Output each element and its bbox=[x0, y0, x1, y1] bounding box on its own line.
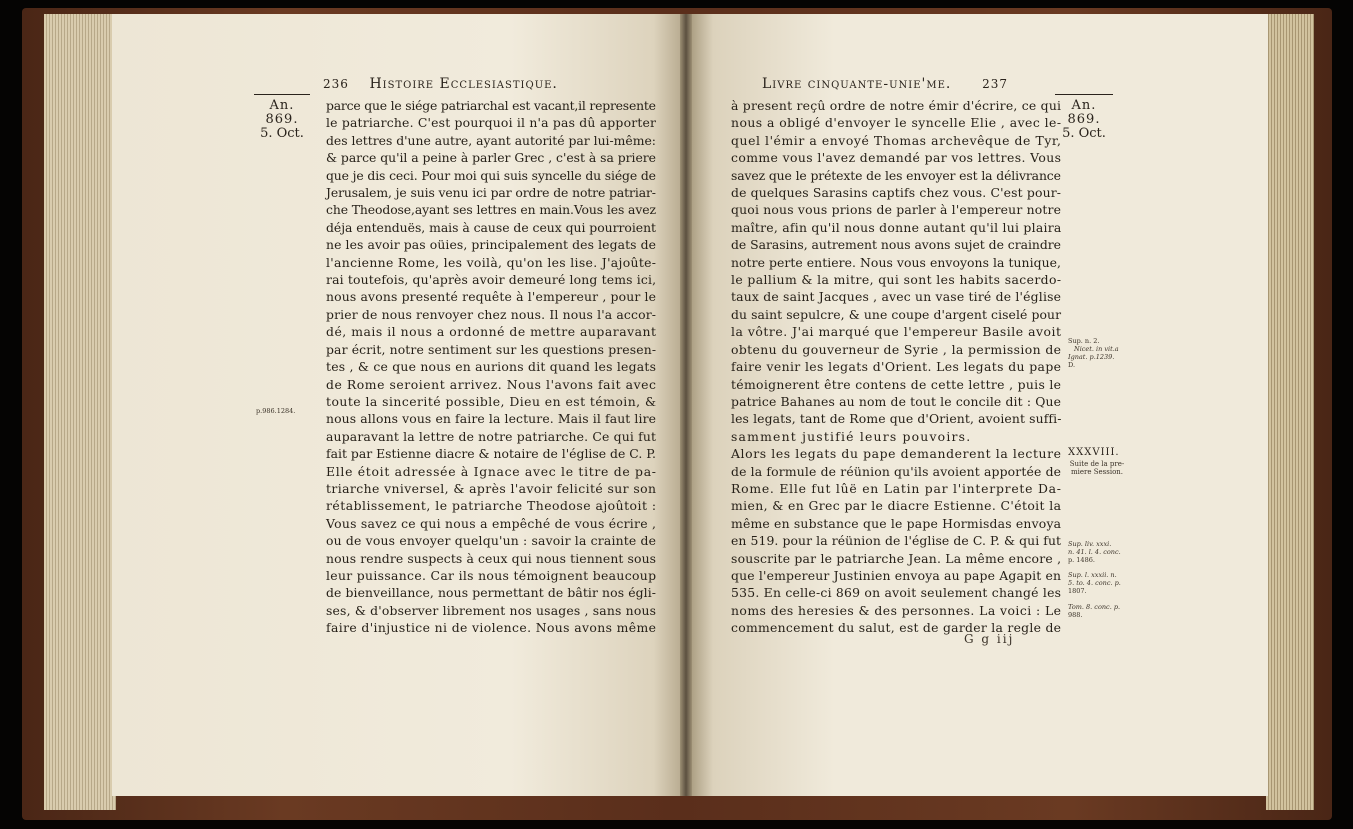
margin-note: 988. bbox=[1068, 611, 1083, 619]
left-running-head bbox=[323, 76, 558, 92]
text-line: patrice Bahanes au nom de tout le concile dit : Que bbox=[731, 393, 1062, 409]
text-line: de quelques Sarasins captifs chez vous. C'est pour- bbox=[731, 185, 1062, 201]
margin-year: An. 869. bbox=[265, 98, 299, 127]
text-line: de Sarasins, autrement nous avons sujet de craindre bbox=[731, 237, 1061, 253]
text-line: prier de nous renvoyer chez nous. Il nous l'a accor- bbox=[326, 306, 657, 322]
text-line: à present reçû ordre de notre émir d'écrire, ce qui bbox=[731, 98, 1062, 113]
text-line: faire venir les legats d'Orient. Les legats du pape bbox=[731, 359, 1062, 375]
right-margin-date-box bbox=[1055, 94, 1113, 141]
margin-note: Sup. n. 2. bbox=[1068, 337, 1100, 345]
margin-date: 5. Oct. bbox=[260, 126, 304, 141]
margin-note: n. 41. l. 4. conc. bbox=[1068, 548, 1121, 556]
margin-rule bbox=[1055, 94, 1113, 95]
margin-year: An. 869. bbox=[1067, 98, 1101, 127]
text-line: comme vous l'avez demandé par vos lettres. Vous bbox=[731, 150, 1062, 166]
text-line: déja entenduës, mais à cause de ceux qui pourroient bbox=[326, 219, 656, 235]
right-body-text bbox=[731, 97, 1061, 637]
margin-date: 5. Oct. bbox=[1062, 126, 1106, 141]
left-margin-reference: p.986.1284. bbox=[256, 407, 296, 415]
margin-note: Sup. l. xxxii. n. bbox=[1068, 571, 1117, 579]
text-line: le pallium & la mitre, qui sont les habits sacerdo- bbox=[731, 272, 1062, 288]
text-line: ses, & d'observer librement nos usages , sans nous bbox=[326, 602, 657, 618]
text-line: commencement du salut, est de garder la regle de bbox=[731, 620, 1062, 636]
text-line: nous allons vous en faire la lecture. Mais il faut lire bbox=[326, 411, 657, 427]
text-line: que je dis ceci. Pour moi qui suis syncelle du siége de bbox=[326, 167, 656, 183]
text-line: les legats, tant de Rome que d'Orient, avoient suffi- bbox=[731, 411, 1062, 427]
text-line: des lettres d'une autre, ayant autorité par lui-même: bbox=[326, 132, 656, 148]
right-page-edges bbox=[1266, 14, 1314, 810]
text-line: Jerusalem, je suis venu ici par ordre de notre patriar- bbox=[326, 185, 656, 201]
text-line: souscrite par le patriarche Jean. La même encore , bbox=[731, 550, 1062, 566]
text-line: le patriarche. C'est pourquoi il n'a pas dû apporter bbox=[326, 115, 657, 131]
margin-note: 1807. bbox=[1068, 587, 1087, 595]
margin-note: Nicet. in vit.a bbox=[1074, 345, 1119, 353]
text-line: quel l'émir a envoyé Thomas archevêque de Tyr, bbox=[731, 132, 1062, 148]
text-line: l'ancienne Rome, les voilà, qu'on les lise. J'ajoûte- bbox=[326, 254, 657, 270]
text-line: fait par Estienne diacre & notaire de l'église de C. P. bbox=[326, 446, 657, 462]
text-line: de la formule de réünion qu'ils avoient apportée de bbox=[731, 463, 1062, 479]
margin-note: Ignat. p.1239. bbox=[1068, 353, 1115, 361]
text-line: maître, afin qu'il nous donne autant qu'il lui plaira bbox=[731, 219, 1062, 235]
text-line: du saint sepulcre, & une coupe d'argent ciselé pour bbox=[731, 306, 1062, 322]
text-line: leur puissance. Car ils nous témoignent beaucoup bbox=[326, 567, 657, 583]
text-line: Vous savez ce qui nous a empêché de vous écrire , bbox=[326, 515, 657, 531]
text-line: ne les avoir pas oüies, principalement des legats de bbox=[326, 237, 657, 253]
text-line: taux de saint Jacques , avec un vase tiré de l'église bbox=[731, 289, 1062, 305]
text-line: parce que le siége patriarchal est vacant,il represente bbox=[326, 98, 656, 113]
text-line: samment justifié leurs pouvoirs. bbox=[731, 428, 972, 444]
margin-note: p. 1486. bbox=[1068, 556, 1095, 564]
text-line: nous a obligé d'envoyer le syncelle Elie , avec le- bbox=[731, 115, 1062, 131]
text-line: rai toutefois, qu'après avoir demeuré long tems ici, bbox=[326, 272, 657, 288]
left-running-title: Histoire Ecclesiastique. bbox=[369, 76, 558, 92]
text-line: par écrit, notre sentiment sur les questions presen- bbox=[326, 341, 657, 357]
text-line: 535. En celle-ci 869 on avoit seulement changé les bbox=[731, 585, 1062, 601]
text-line: auparavant la lettre de notre patriarche. Ce qui fut bbox=[326, 428, 657, 444]
text-line: la vôtre. J'ai marqué que l'empereur Basile avoit bbox=[731, 324, 1062, 340]
text-line: mien, & en Grec par le diacre Estienne. C'étoit la bbox=[731, 498, 1062, 514]
left-page-edges bbox=[44, 14, 116, 810]
text-line: ou de vous envoyer quelqu'un : savoir la crainte de bbox=[326, 533, 657, 549]
left-margin-date-box bbox=[254, 94, 310, 141]
text-line: triarche vniversel, & après l'avoir felicité sur son bbox=[326, 480, 657, 496]
text-line: faire d'injustice ni de violence. Nous avons même bbox=[326, 620, 657, 636]
margin-note: 5. to. 4. conc. p. bbox=[1068, 579, 1121, 587]
right-running-title: Livre cinquante-unie'me. bbox=[762, 76, 952, 92]
text-line: & parce qu'il a peine à parler Grec , c'est à sa priere bbox=[326, 150, 656, 166]
text-line: de Rome seroient arrivez. Nous l'avons fait avec bbox=[326, 376, 657, 392]
text-line: dé, mais il nous a ordonné de mettre auparavant bbox=[326, 324, 657, 340]
text-line: nous rendre suspects à ceux qui nous tiennent sous bbox=[326, 550, 657, 566]
margin-note: Sup. liv. xxxi. bbox=[1068, 540, 1112, 548]
section-title: Suite de la pre- miere Session. bbox=[1069, 460, 1125, 476]
text-line: tes , & ce que nous en aurions dit quand les legats bbox=[326, 359, 657, 375]
text-line: en 519. pour la réünion de l'église de C. P. & qui fut bbox=[731, 533, 1062, 549]
right-running-head bbox=[762, 76, 1008, 92]
text-line: che Theodose,ayant ses lettres en main.Vous les avez bbox=[326, 202, 656, 218]
margin-note: Tom. 8. conc. p. bbox=[1068, 603, 1121, 611]
text-line: quoi nous vous prions de parler à l'empereur notre bbox=[731, 202, 1062, 218]
text-line: que l'empereur Justinien envoya au pape Agapit en bbox=[731, 567, 1062, 583]
text-line: toute la sincerité possible, Dieu en est témoin, & bbox=[326, 393, 657, 409]
book-gutter bbox=[680, 14, 692, 796]
section-number: XXXVIII. bbox=[1068, 447, 1120, 458]
left-page-number: 236 bbox=[323, 77, 349, 91]
text-line: obtenu du gouverneur de Syrie , la permission de bbox=[731, 341, 1062, 357]
margin-rule bbox=[254, 94, 310, 95]
text-line: même en substance que le pape Hormisdas envoya bbox=[731, 515, 1062, 531]
text-line: rétablissement, le patriarche Theodose ajoûtoit : bbox=[326, 498, 657, 514]
text-line: noms des heresies & des personnes. La voici : Le bbox=[731, 602, 1062, 618]
text-line: de bienveillance, nous permettant de bâtir nos égli- bbox=[326, 585, 657, 601]
text-line: notre perte entiere. Nous vous envoyons la tunique, bbox=[731, 254, 1062, 270]
right-page-number: 237 bbox=[982, 77, 1009, 91]
margin-note: D. bbox=[1068, 361, 1076, 369]
signature-mark: G g iij bbox=[964, 632, 1015, 646]
text-line: nous avons presenté requête à l'empereur , pour le bbox=[326, 289, 657, 305]
text-line: Alors les legats du pape demanderent la lecture bbox=[731, 446, 1062, 462]
text-line: Rome. Elle fut lûë en Latin par l'interprete Da- bbox=[731, 480, 1062, 496]
left-body-text bbox=[326, 97, 656, 637]
text-line: Elle étoit adressée à Ignace avec le titre de pa- bbox=[326, 463, 657, 479]
text-line: témoignerent être contens de cette lettre , puis le bbox=[731, 376, 1062, 392]
text-line: savez que le prétexte de les envoyer est la délivrance bbox=[731, 167, 1061, 183]
